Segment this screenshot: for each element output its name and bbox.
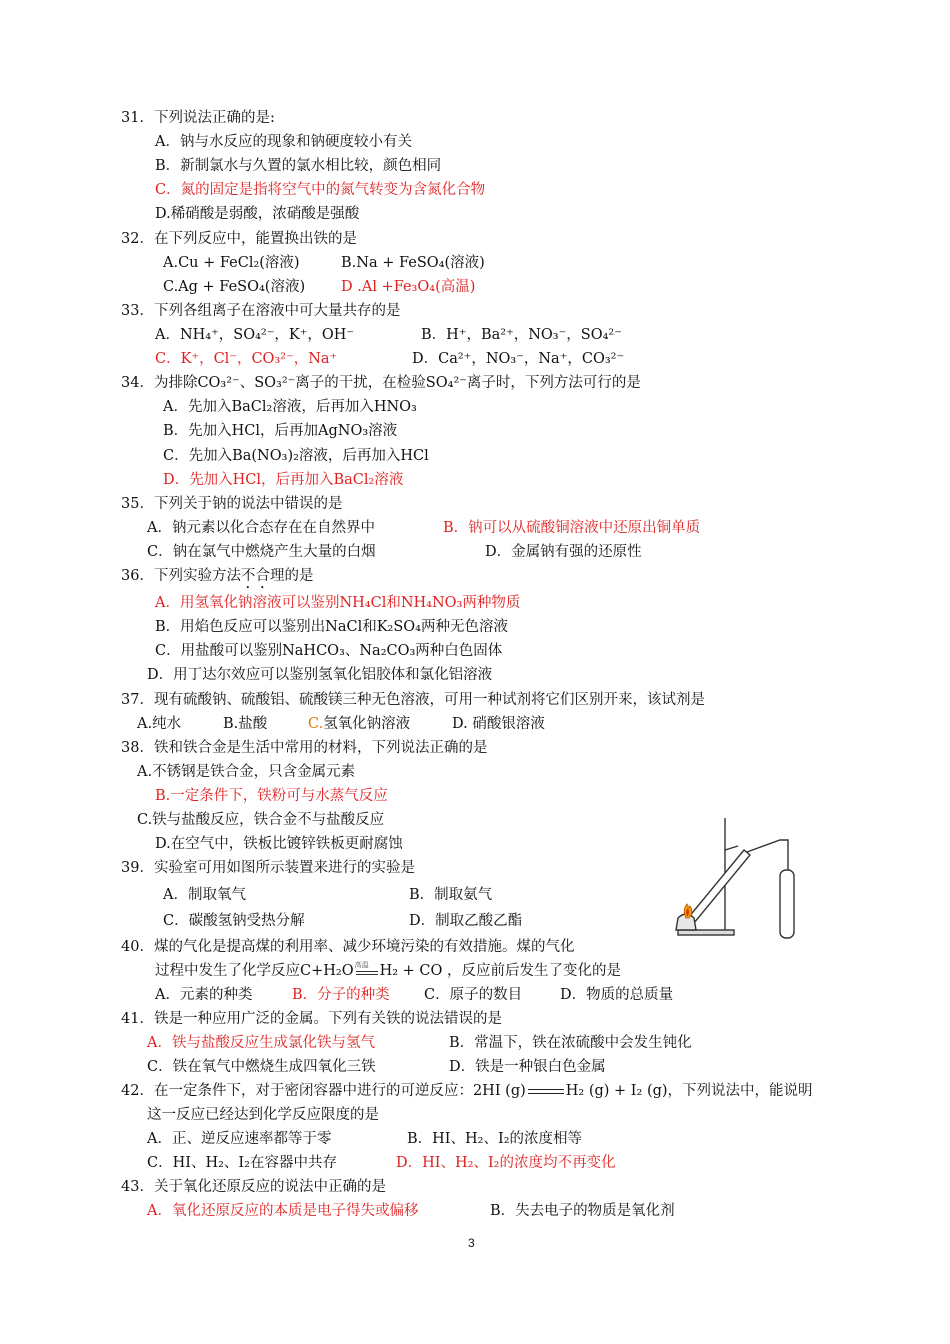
q32-option-a: A.Cu + FeCl₂(溶液): [163, 255, 300, 271]
q34-option-d-answer: D．先加入HCl，后再加入BaCl₂溶液: [163, 472, 404, 488]
q32-stem: 32．在下列反应中，能置换出铁的是: [121, 231, 357, 247]
q34-option-c: C．先加入Ba(NO₃)₂溶液，后再加入HCl: [163, 448, 429, 464]
q40-stem-line1: 40．煤的气化是提高煤的利用率、减少环境污染的有效措施。煤的气化: [121, 939, 575, 955]
q31-option-c-answer: C．氮的固定是指将空气中的氮气转变为含氮化合物: [155, 182, 486, 198]
q36-option-c: C．用盐酸可以鉴别NaHCO₃、Na₂CO₃两种白色固体: [155, 643, 503, 659]
q39-option-d: D．制取乙酸乙酯: [409, 913, 523, 929]
q35-stem: 35．下列关于钠的说法中错误的是: [121, 496, 343, 512]
q31-option-b: B．新制氯水与久置的氯水相比较，颜色相同: [155, 158, 442, 174]
q35-option-c: C．钠在氯气中燃烧产生大量的白烟: [147, 544, 376, 560]
equals-sign-icon: [354, 961, 380, 975]
q31-option-a: A．钠与水反应的现象和钠硬度较小有关: [155, 134, 412, 150]
q40-option-b-answer: B．分子的种类: [292, 987, 390, 1003]
q37-option-b: B.盐酸: [223, 716, 268, 732]
distillation-apparatus-icon: [660, 810, 810, 945]
q36-option-b: B．用焰色反应可以鉴别出NaCl和K₂SO₄两种无色溶液: [155, 619, 508, 635]
page-number: 3: [468, 1236, 475, 1250]
q37-option-c-letter: C.: [308, 716, 324, 732]
q38-option-b-answer: B.一定条件下，铁粉可与水蒸气反应: [155, 788, 388, 804]
q32-option-c: C.Ag + FeSO₄(溶液): [163, 279, 306, 295]
q33-option-d: D．Ca²⁺，NO₃⁻，Na⁺，CO₃²⁻: [412, 351, 625, 367]
q35-option-d: D．金属钠有强的还原性: [485, 544, 642, 560]
q40-option-c: C．原子的数目: [424, 987, 523, 1003]
q36-stem-pre: 36．下列实验方法: [121, 568, 241, 584]
q33-stem: 33．下列各组离子在溶液中可大量共存的是: [121, 303, 401, 319]
q33-option-a: A．NH₄⁺，SO₄²⁻，K⁺，OH⁻: [155, 327, 355, 343]
q41-option-c: C．铁在氧气中燃烧生成四氧化三铁: [147, 1059, 376, 1075]
q38-stem: 38．铁和铁合金是生活中常用的材料，下列说法正确的是: [121, 740, 488, 756]
q32-option-d-answer: D .Al +Fe₃O₄(高温): [341, 279, 476, 295]
q39-option-b: B．制取氨气: [409, 887, 493, 903]
q36-stem-emphasis: 不合: [240, 568, 270, 584]
q37-option-a: A.纯水: [137, 716, 182, 732]
q33-option-b: B．H⁺，Ba²⁺，NO₃⁻，SO₄²⁻: [421, 327, 622, 343]
q34-stem: 34．为排除CO₃²⁻、SO₃²⁻离子的干扰，在检验SO₄²⁻离子时，下列方法可行的是: [121, 375, 641, 391]
reversible-arrow-icon: [526, 1084, 566, 1098]
q42-option-b: B．HI、H₂、I₂的浓度相等: [407, 1131, 583, 1147]
q43-option-a-answer: A．氧化还原反应的本质是电子得失或偏移: [147, 1203, 419, 1219]
q40-option-a: A．元素的种类: [155, 987, 253, 1003]
q40-condition: 高温: [354, 961, 369, 969]
q42-equation-left: 42．在一定条件下，对于密闭容器中进行的可逆反应：2HI (g): [121, 1083, 526, 1099]
q34-option-b: B．先加入HCl，后再加AgNO₃溶液: [163, 423, 398, 439]
q42-option-c: C．HI、H₂、I₂在容器中共存: [147, 1155, 337, 1171]
q36-option-d: D．用丁达尔效应可以鉴别氢氧化铝胶体和氯化铝溶液: [147, 667, 493, 683]
q37-option-d: D. 硝酸银溶液: [452, 716, 545, 732]
q35-option-b-answer: B．钠可以从硫酸铜溶液中还原出铜单质: [443, 520, 701, 536]
q43-stem: 43．关于氧化还原反应的说法中正确的是: [121, 1179, 386, 1195]
q37-option-c-text: 氢氧化钠溶液: [323, 716, 411, 732]
q36-stem: [121, 566, 313, 592]
q35-option-a: A．钠元素以化合态存在在自然界中: [147, 520, 375, 536]
q40-equation-right: H₂ + CO ，反应前后发生了变化的是: [379, 963, 622, 979]
q40-stem-line2: [155, 961, 621, 981]
q32-option-b: B.Na + FeSO₄(溶液): [341, 255, 485, 271]
q36-stem-post: 理的是: [269, 568, 314, 584]
q41-stem: 41．铁是一种应用广泛的金属。下列有关铁的说法错误的是: [121, 1011, 502, 1027]
q38-option-c: C.铁与盐酸反应，铁合金不与盐酸反应: [137, 812, 385, 828]
q33-option-c-answer: C．K⁺，Cl⁻，CO₃²⁻，Na⁺: [155, 351, 338, 367]
q38-option-d: D.在空气中，铁板比镀锌铁板更耐腐蚀: [155, 836, 403, 852]
q40-option-d: D．物质的总质量: [560, 987, 674, 1003]
q40-equation-left: 过程中发生了化学反应C+H₂O: [155, 963, 354, 979]
q43-option-b: B．失去电子的物质是氧化剂: [490, 1203, 675, 1219]
q39-option-a: A．制取氧气: [163, 887, 246, 903]
q38-option-a: A.不锈钢是铁合金，只含金属元素: [137, 764, 356, 780]
q41-option-b: B．常温下，铁在浓硫酸中会发生钝化: [449, 1035, 692, 1051]
q31-option-d: D.稀硝酸是弱酸，浓硝酸是强酸: [155, 206, 360, 222]
q42-option-d-answer: D．HI、H₂、I₂的浓度均不再变化: [396, 1155, 616, 1171]
q34-option-a: A．先加入BaCl₂溶液，后再加入HNO₃: [163, 399, 417, 415]
q42-equation-right: H₂ (g) + I₂ (g)，下列说法中，能说明: [565, 1083, 813, 1099]
q37-stem: 37．现有硫酸钠、硫酸铝、硫酸镁三种无色溶液，可用一种试剂将它们区别开来，该试剂是: [121, 692, 705, 708]
q42-option-a: A．正、逆反应速率都等于零: [147, 1131, 332, 1147]
q39-option-c: C．碳酸氢钠受热分解: [163, 913, 305, 929]
q37-option-c-answer: [308, 714, 410, 734]
q31-stem: 31．下列说法正确的是:: [121, 110, 275, 126]
q39-stem: 39．实验室可用如图所示装置来进行的实验是: [121, 860, 415, 876]
q41-option-a-answer: A．铁与盐酸反应生成氯化铁与氢气: [147, 1035, 375, 1051]
q42-stem-line1: [121, 1081, 813, 1101]
q36-option-a-answer: A．用氢氧化钠溶液可以鉴别NH₄Cl和NH₄NO₃两种物质: [155, 595, 521, 611]
q42-stem-line2: 这一反应已经达到化学反应限度的是: [147, 1107, 379, 1123]
q41-option-d: D．铁是一种银白色金属: [449, 1059, 606, 1075]
